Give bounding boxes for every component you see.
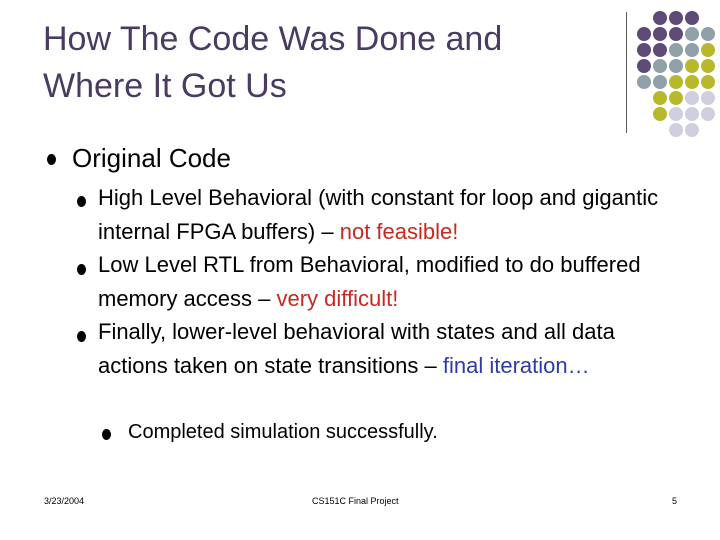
bullet-text: Low Level RTL from Behavioral, modified to do buffered memory access – xyxy=(98,252,641,311)
decorative-dot xyxy=(669,91,683,105)
decorative-dot xyxy=(685,11,699,25)
bullet-text: Finally, lower-level behavioral with states and all data actions taken on state transitions – xyxy=(98,319,615,378)
bullet-dot-icon xyxy=(47,154,56,165)
decorative-dot xyxy=(669,59,683,73)
decorative-dot xyxy=(637,43,651,57)
decorative-dot xyxy=(653,27,667,41)
slide-title-line-1: How The Code Was Done and xyxy=(43,20,503,58)
decorative-dot xyxy=(637,27,651,41)
decorative-dot xyxy=(653,107,667,121)
decorative-dot xyxy=(685,75,699,89)
decorative-dot xyxy=(669,107,683,121)
bullet-highlight: very difficult! xyxy=(276,285,399,311)
decorative-dot xyxy=(685,27,699,41)
decorative-dot xyxy=(701,59,715,73)
decorative-dot xyxy=(685,59,699,73)
bullet-low-level-rtl xyxy=(98,248,668,315)
bullet-lower-level-behavioral xyxy=(98,315,668,382)
footer-title: CS151C Final Project xyxy=(312,496,399,506)
bullet-original-code: Original Code xyxy=(72,143,231,173)
decorative-dot xyxy=(701,75,715,89)
footer-date: 3/23/2004 xyxy=(44,496,85,506)
decorative-dot xyxy=(685,43,699,57)
decorative-dot xyxy=(669,75,683,89)
bullet-dot-icon xyxy=(77,331,86,342)
footer-page-number: 5 xyxy=(672,496,678,506)
decorative-dot-grid xyxy=(637,11,720,131)
bullet-highlight: final iteration… xyxy=(442,352,590,378)
decorative-dot xyxy=(653,59,667,73)
bullet-highlight: not feasible! xyxy=(339,218,459,244)
decorative-dot xyxy=(701,107,715,121)
title-divider-line xyxy=(626,12,627,133)
sub-bullet-simulation: Completed simulation successfully. xyxy=(128,421,438,443)
decorative-dot xyxy=(653,11,667,25)
bullet-dot-icon xyxy=(77,264,86,275)
slide-title-line-2: Where It Got Us xyxy=(43,67,287,105)
decorative-dot xyxy=(669,27,683,41)
decorative-dot xyxy=(637,75,651,89)
decorative-dot xyxy=(653,75,667,89)
decorative-dot xyxy=(701,91,715,105)
bullet-text: High Level Behavioral (with constant for loop and gigantic internal FPGA buffers) – xyxy=(98,185,659,244)
decorative-dot xyxy=(685,91,699,105)
decorative-dot xyxy=(701,27,715,41)
decorative-dot xyxy=(653,91,667,105)
decorative-dot xyxy=(637,59,651,73)
decorative-dot xyxy=(669,123,683,137)
decorative-dot xyxy=(685,123,699,137)
bullet-high-level-behavioral xyxy=(98,181,668,248)
decorative-dot xyxy=(685,107,699,121)
bullet-dot-icon xyxy=(102,429,111,440)
bullet-dot-icon xyxy=(77,196,86,207)
decorative-dot xyxy=(669,43,683,57)
decorative-dot xyxy=(669,11,683,25)
decorative-dot xyxy=(701,43,715,57)
decorative-dot xyxy=(653,43,667,57)
slide-title xyxy=(43,16,603,110)
